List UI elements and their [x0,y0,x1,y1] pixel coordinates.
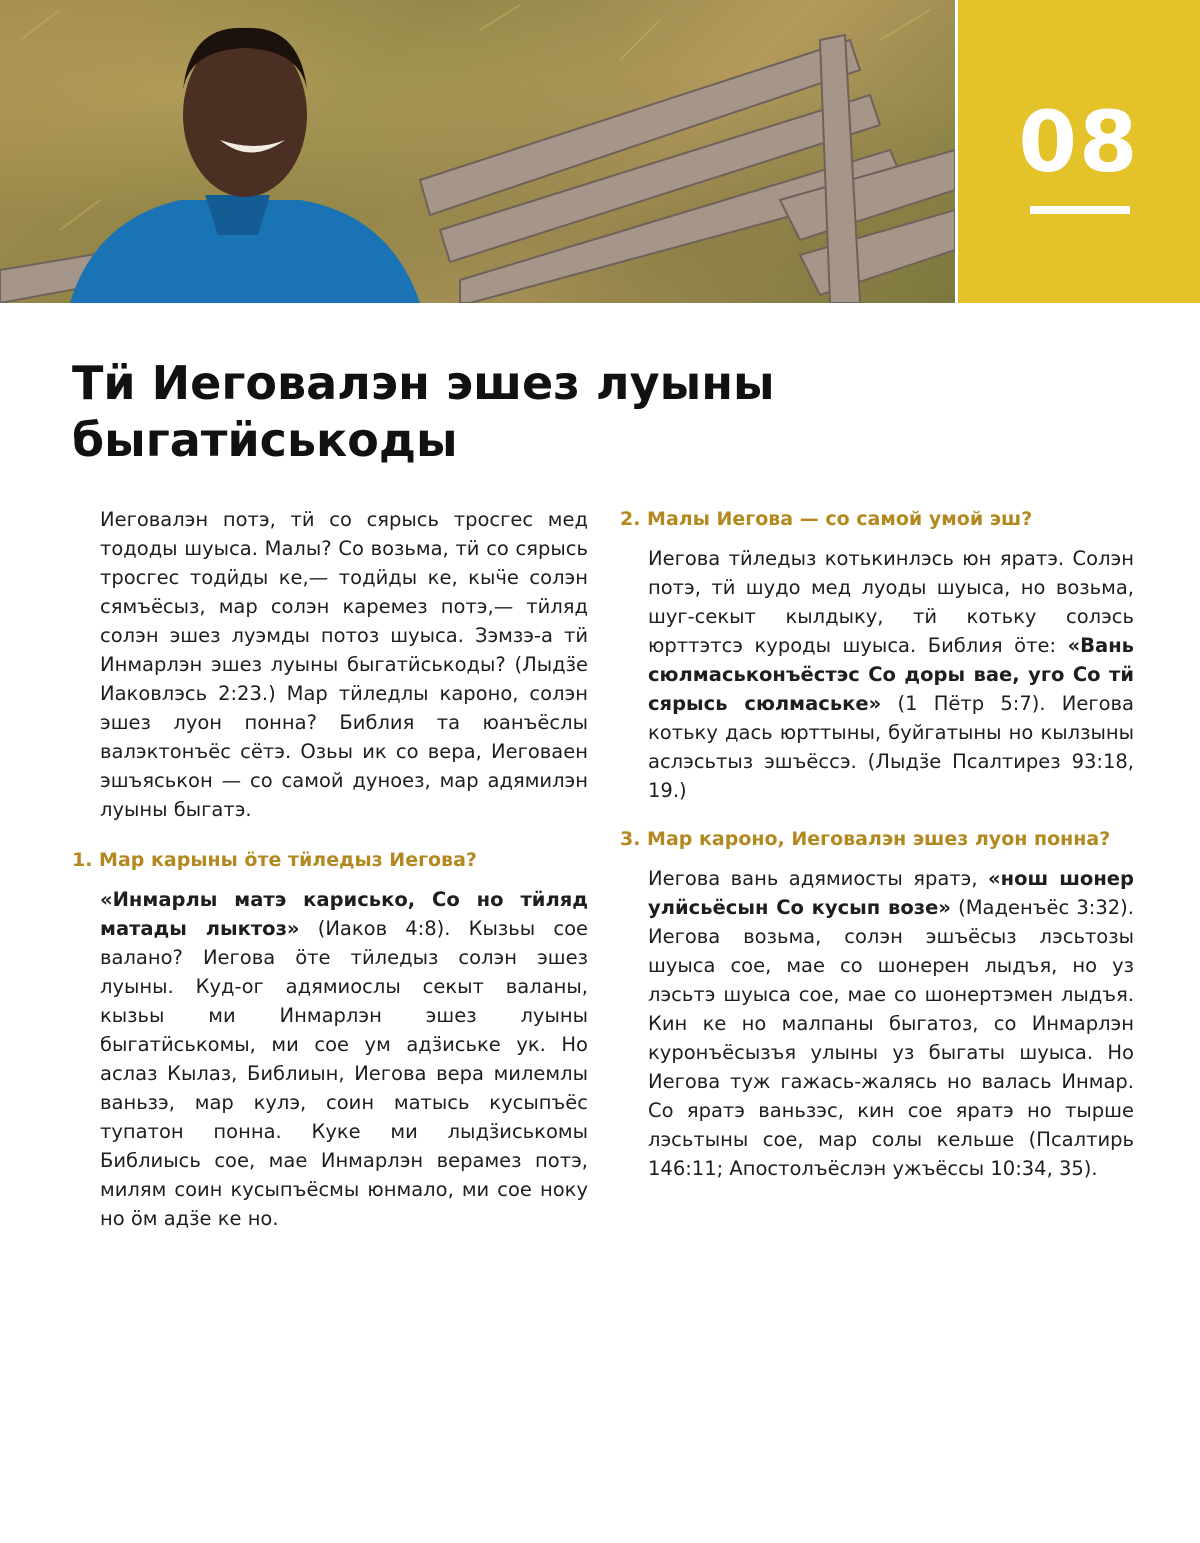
intro-paragraph: Иеговалэн потэ, тӥ со сярысь тросгес мед тододы шуыса. Малы? Со возьма, тӥ со сярысь тросгес тодӥды ке,— тодӥды ке, кыӵе солэн сямъёсыз, мар солэн каремез потэ,— тӥляд солэн эшез луэмды потоз шуыса. Зэмзэ-а тӥ Инмарлэн эшез луыны быгатӥськоды? (Лыдӟе Иаковлэсь 2:23.) Мар тӥледлы кароно, солэн эшез луон понна? Библия та юанъёслы валэктонъёс сётэ. Озьы ик со вера, Иеговаен эшъяськон — со самой дуноез, мар адямилэн луыны быгатэ. [100,508,588,821]
question-1-heading: 1. Мар карыны ӧте тӥледыз Иегова? [72,849,477,871]
lesson-number-underline [1030,206,1130,214]
question-3-text-a: Иегова вань адямиосты яратэ, [648,867,988,890]
lesson-badge [958,0,1200,303]
question-2-heading: 2. Малы Иегова — со самой умой эш? [620,508,1033,530]
question-2-text-a: Иегова тӥледыз котькинлэсь юн яратэ. Солэн потэ, тӥ шудо мед луоды шуыса, но возьма, шуг-секыт кылдыку, тӥ котьку солэсь юрттэтсэ куроды шуыса. Библия ӧте: [648,547,1134,657]
question-1-body [100,885,588,1233]
question-2-body [648,544,1134,805]
question-2-text-b: (1 Пётр 5:7). Иегова котьку дась юрттыны, буйгатыны но кылзыны аслэсьтыз эшъёссэ. (Лыдӟе Псалтирез 93:18, 19.) [648,692,1134,802]
question-1-quote: «Инмарлы матэ карисько, Со но тӥляд матады лыктоз» [100,888,588,940]
right-column [620,505,1134,1183]
page-title: Тӥ Иеговалэн эшез луыны быгатӥськоды [72,356,775,467]
question-2-quote: «Вань сюлмаськонъёстэс Со доры вае, уго Со тӥ сярысь сюлмаське» [648,634,1134,715]
person-figure [70,28,420,303]
question-3-heading: 3. Мар кароно, Иеговалэн эшез луон понна? [620,828,1111,850]
question-1-text: (Иаков 4:8). Кызьы сое валано? Иегова ӧте тӥледыз солэн эшез луыны. Куд-ог адямиослы секыт валаны, кызьы ми Инмарлэн эшез луыны быгатӥськомы, ми сое ум адӟиське ук. Но аслаз Кылаз, Библиын, Иегова вера милемлы ваньзэ, мар кулэ, соин матысь кусыпъёс тупатон понна. Куке ми лыдӟиськомы Библиысь сое, мае Инмарлэн верамез потэ, милям соин кусыпъёсмы юнмало, ми сое ноку но ӧм адӟе ке но. [100,917,588,1230]
question-3-body [648,864,1134,1183]
lesson-number: 08 [1018,93,1140,191]
hero-illustration [0,0,955,303]
hero-photo [0,0,955,303]
left-column [72,505,588,1233]
question-3-text-b: (Маденъёс 3:32). Иегова возьма, солэн эшъёсыз лэсьтозы шуыса сое, мае со шонерен лыдъя, но уз лэсьтэ шуыса сое, мае со шонертэмен лыдъя. Кин ке но малпаны быгатоз, со Инмарлэн куронъёсызъя улыны уз быгаты шуыса. Но Иегова туж гажась-жалясь но валась Инмар. Со яратэ ваньзэс, кин сое яратэ но тырше лэсьтыны сое, мар солы кельше (Псалтирь 146:11; Апостолъёслэн ужъёссы 10:34, 35). [648,896,1134,1180]
question-3-quote: «нош шонер улӥсьёсын Со кусып возе» [648,867,1134,919]
